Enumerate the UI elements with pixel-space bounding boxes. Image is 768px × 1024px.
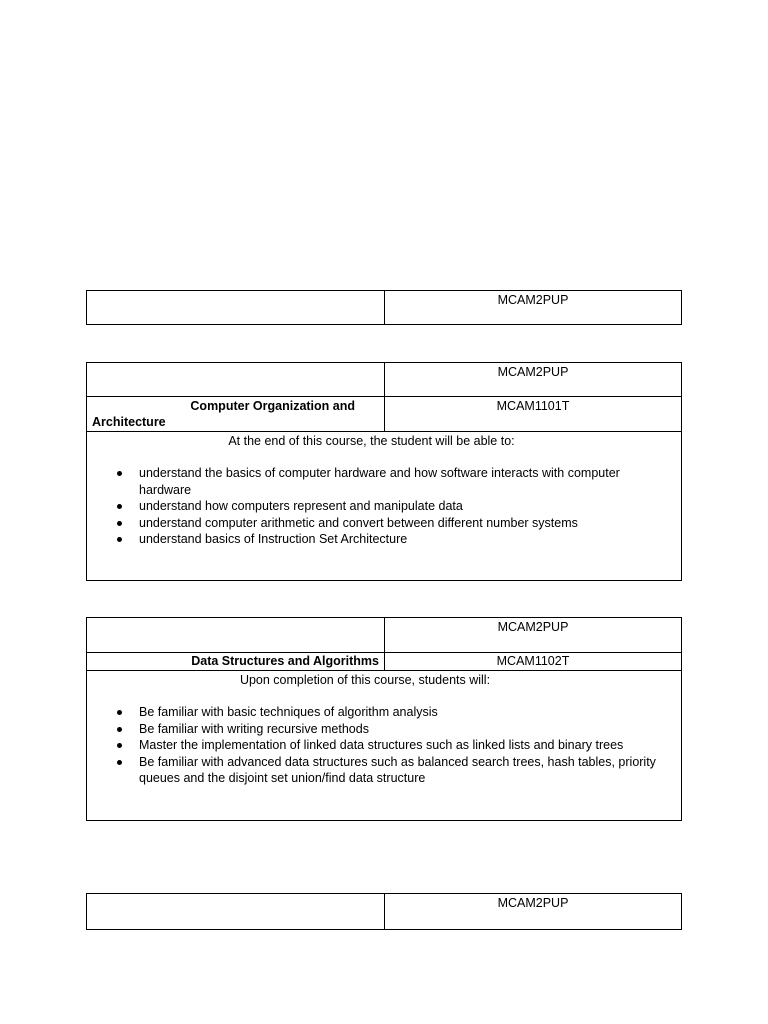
course-code: MCAM1101T xyxy=(496,399,570,413)
program-code: MCAM2PUP xyxy=(497,896,569,910)
program-row xyxy=(87,894,681,929)
course-code: MCAM1102T xyxy=(496,654,570,668)
course-title xyxy=(87,397,385,431)
course-table-1 xyxy=(86,290,682,325)
course-table-3 xyxy=(86,617,682,821)
list-item: understand how computers represent and manipulate data xyxy=(139,498,681,515)
program-row xyxy=(87,291,681,324)
course-title-line-2: Architecture xyxy=(92,415,166,429)
program-row xyxy=(87,618,681,653)
outcomes-list xyxy=(87,465,681,548)
list-item: understand the basics of computer hardware and how software interacts with computer hardware xyxy=(139,465,681,498)
list-item: understand basics of Instruction Set Architecture xyxy=(139,531,681,548)
course-title: Data Structures and Algorithms xyxy=(87,653,385,670)
list-item: understand computer arithmetic and convert between different number systems xyxy=(139,515,681,532)
list-item: Be familiar with advanced data structures such as balanced search trees, hash tables, priority queues and the disjoint set union/find data structure xyxy=(139,754,681,787)
outcomes-intro: Upon completion of this course, students will: xyxy=(239,673,491,687)
list-item: Be familiar with basic techniques of algorithm analysis xyxy=(139,704,681,721)
outcomes-intro: At the end of this course, the student will be able to: xyxy=(228,434,515,448)
empty-cell xyxy=(87,291,385,324)
outcomes-list xyxy=(87,704,681,787)
list-item: Be familiar with writing recursive methods xyxy=(139,721,681,738)
program-row xyxy=(87,363,681,397)
program-code: MCAM2PUP xyxy=(497,365,569,379)
outcomes-cell xyxy=(87,671,681,820)
empty-cell xyxy=(87,618,385,652)
outcomes-row xyxy=(87,671,681,820)
empty-cell xyxy=(87,894,385,929)
course-table-4 xyxy=(86,893,682,930)
program-code: MCAM2PUP xyxy=(497,620,569,634)
course-title-line-1: Computer Organization and xyxy=(190,399,355,413)
outcomes-cell xyxy=(87,432,681,580)
empty-cell xyxy=(87,363,385,396)
list-item: Master the implementation of linked data structures such as linked lists and binary trees xyxy=(139,737,681,754)
course-row xyxy=(87,653,681,671)
course-table-2 xyxy=(86,362,682,581)
outcomes-row xyxy=(87,432,681,580)
course-row xyxy=(87,397,681,432)
program-code: MCAM2PUP xyxy=(497,293,569,307)
